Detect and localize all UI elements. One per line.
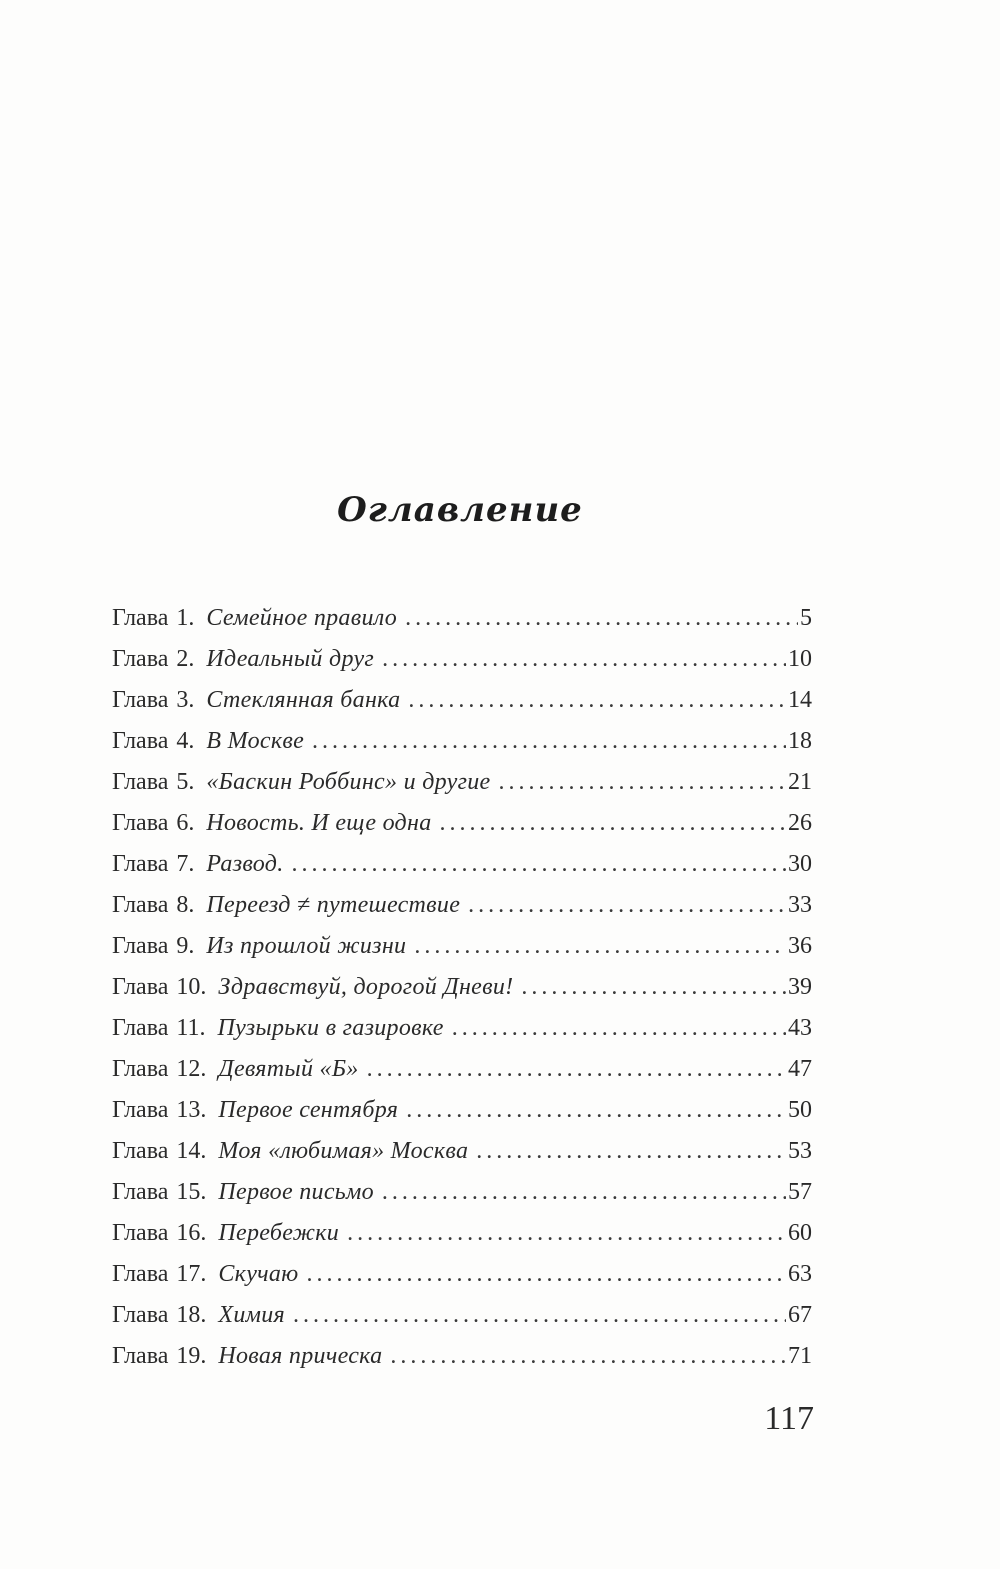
chapter-title: Химия [218,1302,286,1328]
chapter-title: Идеальный друг [206,646,375,672]
chapter-number: 15. [176,1179,207,1205]
chapter-label: Глава [112,933,169,959]
chapter-number: 8. [176,892,195,918]
toc-entry [112,1254,812,1295]
chapter-page: 67 [788,1302,812,1328]
chapter-number: 3. [176,687,195,713]
chapter-page: 47 [788,1056,812,1082]
chapter-title: Новая прическа [218,1343,383,1369]
chapter-number: 16. [176,1220,207,1246]
chapter-title: Переезд ≠ путешествие [206,892,461,918]
toc-entry [112,926,812,967]
toc-entry [112,967,812,1008]
toc-entry [112,1090,812,1131]
chapter-page: 63 [788,1261,812,1287]
chapter-page: 5 [800,605,812,631]
chapter-label: Глава [112,1015,169,1041]
chapter-title: «Баскин Роббинс» и другие [206,769,491,795]
chapter-number: 19. [176,1343,207,1369]
toc-entry [112,639,812,680]
chapter-page: 18 [788,728,812,754]
chapter-label: Глава [112,1179,169,1205]
chapter-number: 10. [176,974,207,1000]
dot-leader [468,885,786,926]
chapter-page: 43 [788,1015,812,1041]
dot-leader [406,1090,786,1131]
chapter-title: Пузырьки в газировке [217,1015,444,1041]
chapter-number: 11. [176,1015,206,1041]
chapter-number: 5. [176,769,195,795]
chapter-page: 39 [788,974,812,1000]
chapter-label: Глава [112,1261,169,1287]
chapter-page: 36 [788,933,812,959]
chapter-label: Глава [112,1220,169,1246]
chapter-label: Глава [112,687,169,713]
dot-leader [367,1049,786,1090]
chapter-number: 6. [176,810,195,836]
dot-leader [452,1008,786,1049]
chapter-label: Глава [112,810,169,836]
dot-leader [405,598,798,639]
dot-leader [408,680,786,721]
chapter-label: Глава [112,646,169,672]
toc-entry [112,885,812,926]
dot-leader [292,844,786,885]
chapter-page: 57 [788,1179,812,1205]
toc-entry [112,598,812,639]
chapter-title: Первое письмо [218,1179,374,1205]
toc-entry [112,680,812,721]
chapter-title: Первое сентября [218,1097,399,1123]
toc-entry [112,1336,812,1377]
chapter-label: Глава [112,728,169,754]
chapter-label: Глава [112,1343,169,1369]
chapter-number: 17. [176,1261,207,1287]
chapter-title: Семейное правило [206,605,398,631]
dot-leader [498,762,786,803]
dot-leader [382,639,786,680]
toc-entry [112,1172,812,1213]
chapter-title: Девятый «Б» [218,1056,359,1082]
chapter-label: Глава [112,851,169,877]
dot-leader [312,721,786,762]
toc-title: Оглавление [337,490,583,530]
toc-entry [112,803,812,844]
toc-entry [112,762,812,803]
chapter-page: 50 [788,1097,812,1123]
chapter-page: 71 [788,1343,812,1369]
chapter-page: 60 [788,1220,812,1246]
chapter-page: 14 [788,687,812,713]
chapter-title: Развод. [206,851,284,877]
toc-entry [112,1295,812,1336]
chapter-page: 33 [788,892,812,918]
toc-entry [112,1213,812,1254]
chapter-title: Из прошлой жизни [206,933,407,959]
chapter-label: Глава [112,605,169,631]
chapter-page: 53 [788,1138,812,1164]
toc-entry [112,844,812,885]
chapter-title: Новость. И еще одна [206,810,432,836]
chapter-number: 2. [176,646,195,672]
chapter-title: Стеклянная банка [206,687,401,713]
chapter-number: 4. [176,728,195,754]
toc-entry [112,1131,812,1172]
toc-entry [112,1008,812,1049]
chapter-page: 21 [788,769,812,795]
chapter-title: Здравствуй, дорогой Дневи! [218,974,514,1000]
chapter-number: 14. [176,1138,207,1164]
chapter-title: В Москве [206,728,305,754]
chapter-number: 13. [176,1097,207,1123]
dot-leader [382,1172,786,1213]
chapter-label: Глава [112,892,169,918]
dot-leader [390,1336,786,1377]
page-number: 117 [764,1400,814,1437]
chapter-page: 30 [788,851,812,877]
chapter-label: Глава [112,1097,169,1123]
chapter-page: 10 [788,646,812,672]
dot-leader [521,967,786,1008]
toc-list [112,598,812,1377]
dot-leader [293,1295,786,1336]
dot-leader [440,803,787,844]
dot-leader [476,1131,786,1172]
chapter-number: 12. [176,1056,207,1082]
chapter-number: 18. [176,1302,207,1328]
chapter-label: Глава [112,1138,169,1164]
toc-entry [112,721,812,762]
chapter-label: Глава [112,769,169,795]
chapter-number: 7. [176,851,195,877]
chapter-label: Глава [112,974,169,1000]
dot-leader [306,1254,786,1295]
chapter-number: 1. [176,605,195,631]
chapter-number: 9. [176,933,195,959]
chapter-page: 26 [788,810,812,836]
chapter-title: Перебежки [218,1220,340,1246]
chapter-title: Скучаю [218,1261,299,1287]
dot-leader [347,1213,786,1254]
chapter-label: Глава [112,1302,169,1328]
chapter-title: Моя «любимая» Москва [218,1138,469,1164]
dot-leader [414,926,786,967]
toc-entry [112,1049,812,1090]
chapter-label: Глава [112,1056,169,1082]
